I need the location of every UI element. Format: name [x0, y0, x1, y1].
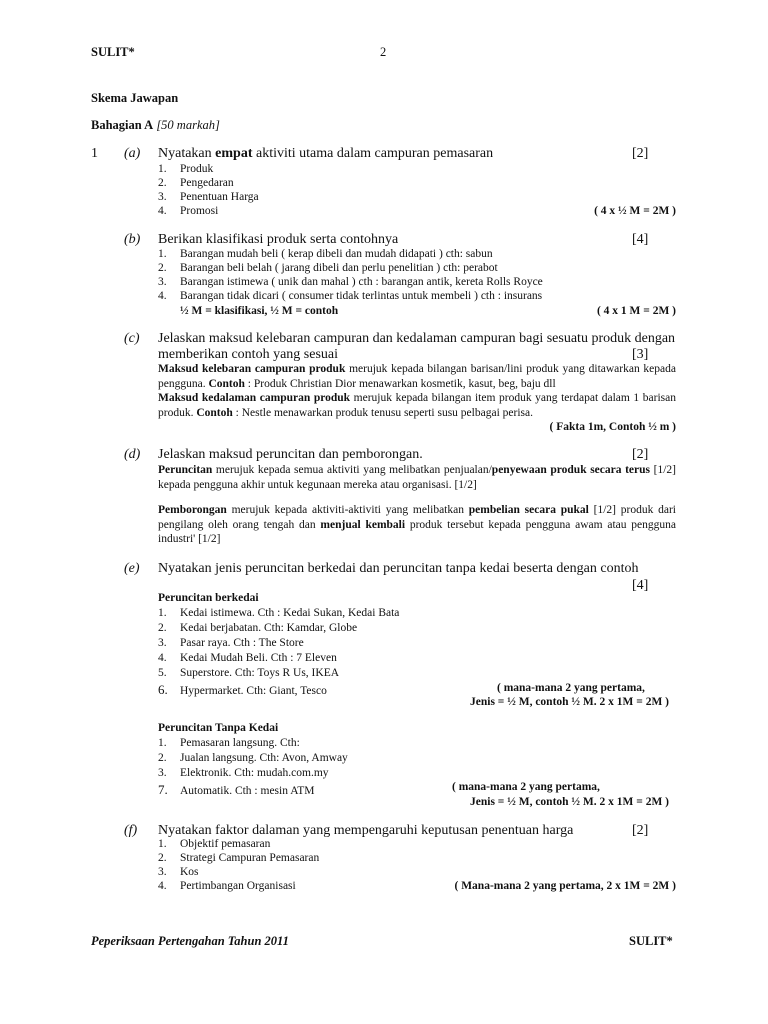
section-heading — [91, 118, 220, 133]
list-item: 4. Promosi — [158, 205, 219, 217]
page-number: 2 — [380, 45, 387, 59]
part-a-scheme: ( 4 x ½ M = 2M ) — [594, 205, 676, 217]
list-item: 3. Penentuan Harga — [158, 191, 259, 203]
part-b-marks: [4] — [632, 232, 649, 247]
header-label: SULIT* — [91, 45, 135, 59]
part-d-answer-1: Peruncitan merujuk kepada semua aktiviti yang melibatkan penjualan/penyewaan produk secara terus [1/2] kepada pengguna akhir untuk kegunaan mereka atau organisasi. [1/2] — [158, 464, 676, 491]
part-e-marks: [4] — [632, 578, 649, 593]
part-e-heading-1: Peruncitan berkedai — [158, 592, 259, 604]
list-item: 1. Kedai istimewa. Cth : Kedai Sukan, Kedai Bata — [158, 607, 400, 619]
page-title: Skema Jawapan — [91, 91, 179, 105]
list-item: 4. Pertimbangan Organisasi — [158, 880, 296, 892]
part-f-question: Nyatakan faktor dalaman yang mempengaruhi keputusan penentuan harga — [158, 823, 574, 838]
question-number: 1 — [91, 146, 98, 161]
part-a-label: (a) — [124, 146, 141, 161]
part-c-answer-1: Maksud kelebaran campuran produk merujuk kepada bilangan barisan/lini produk yang ditawarkan kepada pengguna. Contoh : Produk Christian Dior menawarkan kosmetik, kasut, beg, baju dll — [158, 363, 676, 390]
part-c-question-line2: memberikan contoh yang sesuai — [158, 347, 339, 362]
part-c-label: (c) — [124, 331, 140, 346]
part-a-q-post: aktiviti utama dalam campuran pemasaran — [252, 146, 494, 161]
part-d-label: (d) — [124, 447, 141, 462]
list-item: 5. Superstore. Cth: Toys R Us, IKEA — [158, 667, 340, 679]
part-a-q-pre: Nyatakan — [158, 146, 216, 161]
list-item: 3. Barangan istimewa ( unik dan mahal ) cth : barangan antik, kereta Rolls Royce — [158, 276, 543, 288]
section-label: Bahagian A — [91, 118, 154, 132]
list-item: 4. Barangan tidak dicari ( consumer tidak terlintas untuk membeli ) cth : insurans — [158, 290, 543, 302]
list-item: 3. Pasar raya. Cth : The Store — [158, 637, 304, 649]
part-b-question: Berikan klasifikasi produk serta contohnya — [158, 232, 399, 247]
part-e-scheme-1a: ( mana-mana 2 yang pertama, — [497, 682, 645, 694]
part-d-question: Jelaskan maksud peruncitan dan pemborongan. — [158, 447, 423, 462]
part-b-note: ½ M = klasifikasi, ½ M = contoh — [180, 305, 339, 317]
list-item: 1. Pemasaran langsung. Cth: — [158, 737, 300, 749]
list-item: 4. Kedai Mudah Beli. Cth : 7 Eleven — [158, 652, 337, 664]
list-item: 7. Automatik. Cth : mesin ATM — [158, 782, 315, 797]
list-item: 1. Objektif pemasaran — [158, 838, 271, 850]
list-item: 6. Hypermarket. Cth: Giant, Tesco — [158, 682, 327, 697]
part-c-question-line1: Jelaskan maksud kelebaran campuran dan kedalaman campuran bagi sesuatu produk dengan — [158, 331, 676, 346]
section-marks: [50 markah] — [156, 118, 220, 132]
list-item: 2. Jualan langsung. Cth: Avon, Amway — [158, 752, 348, 764]
part-e-scheme-2a: ( mana-mana 2 yang pertama, — [452, 781, 600, 793]
part-e-scheme-1b: Jenis = ½ M, contoh ½ M. 2 x 1M = 2M ) — [470, 696, 669, 708]
list-item: 3. Elektronik. Cth: mudah.com.my — [158, 767, 329, 779]
part-b-label: (b) — [124, 232, 141, 247]
list-item: 3. Kos — [158, 866, 199, 878]
list-item: 1. Produk — [158, 163, 214, 175]
part-c-answer-2: Maksud kedalaman campuran produk merujuk kepada bilangan item produk yang terdapat dalam 1 barisan produk. Contoh : Nestle menawarkan produk tenusu seperti susu pelbagai perisa. — [158, 392, 676, 419]
list-item: 2. Strategi Campuran Pemasaran — [158, 852, 320, 864]
part-e-question: Nyatakan jenis peruncitan berkedai dan peruncitan tanpa kedai beserta dengan contoh — [158, 561, 639, 576]
footer-label: SULIT* — [629, 934, 673, 948]
part-f-scheme: ( Mana-mana 2 yang pertama, 2 x 1M = 2M ) — [454, 880, 676, 892]
part-a-question — [158, 146, 493, 162]
part-c-marks: [3] — [632, 347, 649, 362]
part-a-q-bold: empat — [215, 146, 253, 161]
part-e-scheme-2b: Jenis = ½ M, contoh ½ M. 2 x 1M = 2M ) — [470, 796, 669, 808]
list-item: 2. Pengedaran — [158, 177, 234, 189]
list-item: 2. Barangan beli belah ( jarang dibeli dan perlu penelitian ) cth: perabot — [158, 262, 498, 274]
part-f-marks: [2] — [632, 823, 649, 838]
part-e-label: (e) — [124, 561, 140, 576]
part-f-label: (f) — [124, 823, 138, 838]
part-e-heading-2: Peruncitan Tanpa Kedai — [158, 722, 279, 734]
part-d-marks: [2] — [632, 447, 649, 462]
list-item: 1. Barangan mudah beli ( kerap dibeli dan mudah didapati ) cth: sabun — [158, 248, 493, 260]
part-a-marks: [2] — [632, 146, 649, 161]
part-c-scheme: ( Fakta 1m, Contoh ½ m ) — [549, 421, 676, 433]
list-item: 2. Kedai berjabatan. Cth: Kamdar, Globe — [158, 622, 358, 634]
footer-exam-title: Peperiksaan Pertengahan Tahun 2011 — [91, 934, 289, 948]
part-b-scheme: ( 4 x 1 M = 2M ) — [596, 305, 676, 317]
part-d-answer-2: Pemborongan merujuk kepada aktiviti-aktiviti yang melibatkan pembelian secara pukal [1/2] produk dari pengilang oleh orang tengah dan menjual kembali produk tersebut kepada pengguna awam atau pengguna industri' [1/2] — [158, 504, 676, 545]
